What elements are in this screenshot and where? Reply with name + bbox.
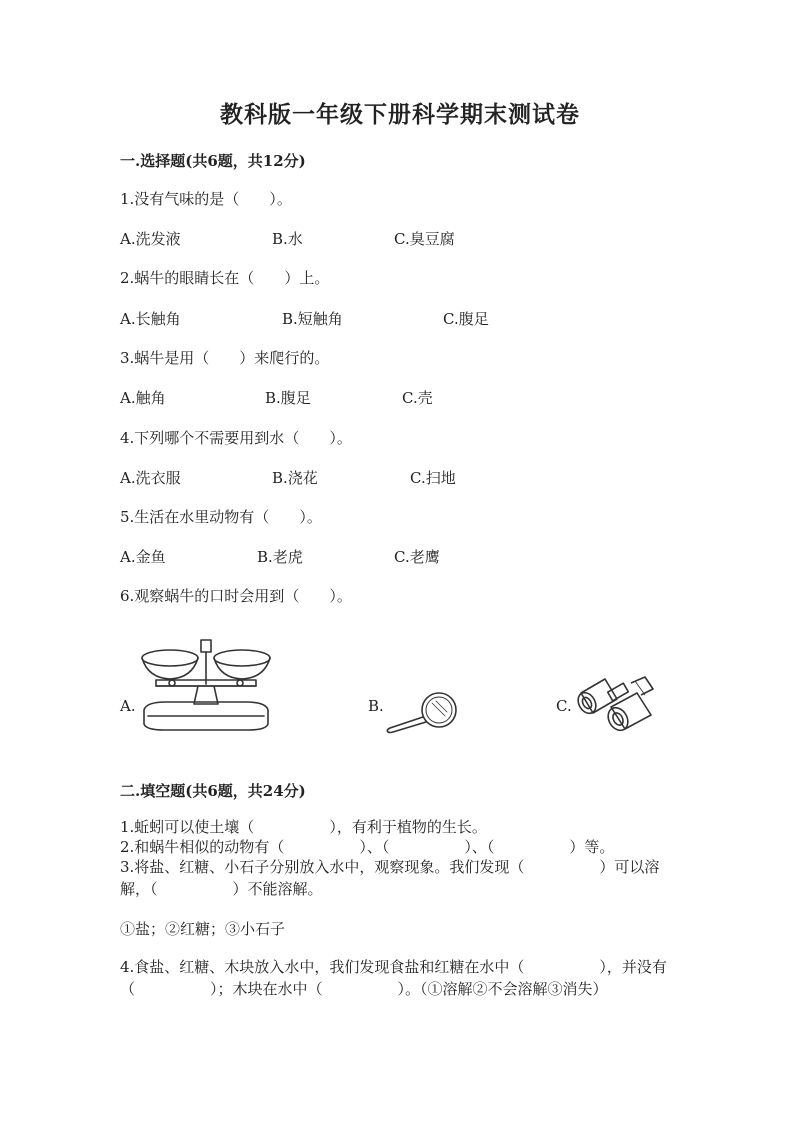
option-3b: B.腹足 xyxy=(265,389,311,407)
option-3c: C.壳 xyxy=(402,389,433,407)
section-heading-fill: 二.填空题(共6题，共24分) xyxy=(120,782,306,800)
option-2b: B.短触角 xyxy=(282,310,343,328)
option-6a-label: A. xyxy=(120,697,136,715)
question-3: 3.蜗牛是用（ ）来爬行的。 xyxy=(120,349,330,367)
question-1: 1.没有气味的是（ ）。 xyxy=(120,190,292,208)
page-title: 教科版一年级下册科学期末测试卷 xyxy=(220,101,580,128)
option-2a: A.长触角 xyxy=(120,310,181,328)
option-6b-label: B. xyxy=(368,697,384,715)
balance-scale-icon xyxy=(138,638,274,734)
question-4: 4.下列哪个不需要用到水（ ）。 xyxy=(120,429,352,447)
section-heading-choice: 一.选择题(共6题，共12分) xyxy=(120,152,306,170)
option-2c: C.腹足 xyxy=(443,310,489,328)
option-1a: A.洗发液 xyxy=(120,230,181,248)
fill-question-2: 2.和蜗牛相似的动物有（ ）、（ ）、（ ）等。 xyxy=(120,838,615,856)
option-5c: C.老鹰 xyxy=(394,548,440,566)
option-4a: A.洗衣服 xyxy=(120,469,181,487)
binoculars-icon xyxy=(575,673,657,735)
magnifying-glass-icon xyxy=(384,690,462,734)
fill-question-3-choices: ①盐；②红糖；③小石子 xyxy=(120,920,286,938)
option-5b: B.老虎 xyxy=(257,548,303,566)
fill-question-3: 3.将盐、红糖、小石子分别放入水中，观察现象。我们发现（ ）可以溶解，（ ）不能溶解。 xyxy=(120,858,660,898)
question-5: 5.生活在水里动物有（ ）。 xyxy=(120,508,322,526)
question-2: 2.蜗牛的眼睛长在（ ）上。 xyxy=(120,269,330,287)
option-1c: C.臭豆腐 xyxy=(394,230,455,248)
fill-question-1: 1.蚯蚓可以使土壤（ ），有利于植物的生长。 xyxy=(120,818,487,836)
option-6c-label: C. xyxy=(556,697,572,715)
option-1b: B.水 xyxy=(272,230,303,248)
question-6: 6.观察蜗牛的口时会用到（ ）。 xyxy=(120,587,352,605)
option-5a: A.金鱼 xyxy=(120,548,166,566)
option-3a: A.触角 xyxy=(120,389,166,407)
option-4c: C.扫地 xyxy=(410,469,456,487)
fill-question-4: 4.食盐、红糖、木块放入水中，我们发现食盐和红糖在水中（ ），并没有（ ）；木块在水中（ ）。（①溶解②不会溶解③消失） xyxy=(120,958,667,998)
option-4b: B.浇花 xyxy=(272,469,318,487)
